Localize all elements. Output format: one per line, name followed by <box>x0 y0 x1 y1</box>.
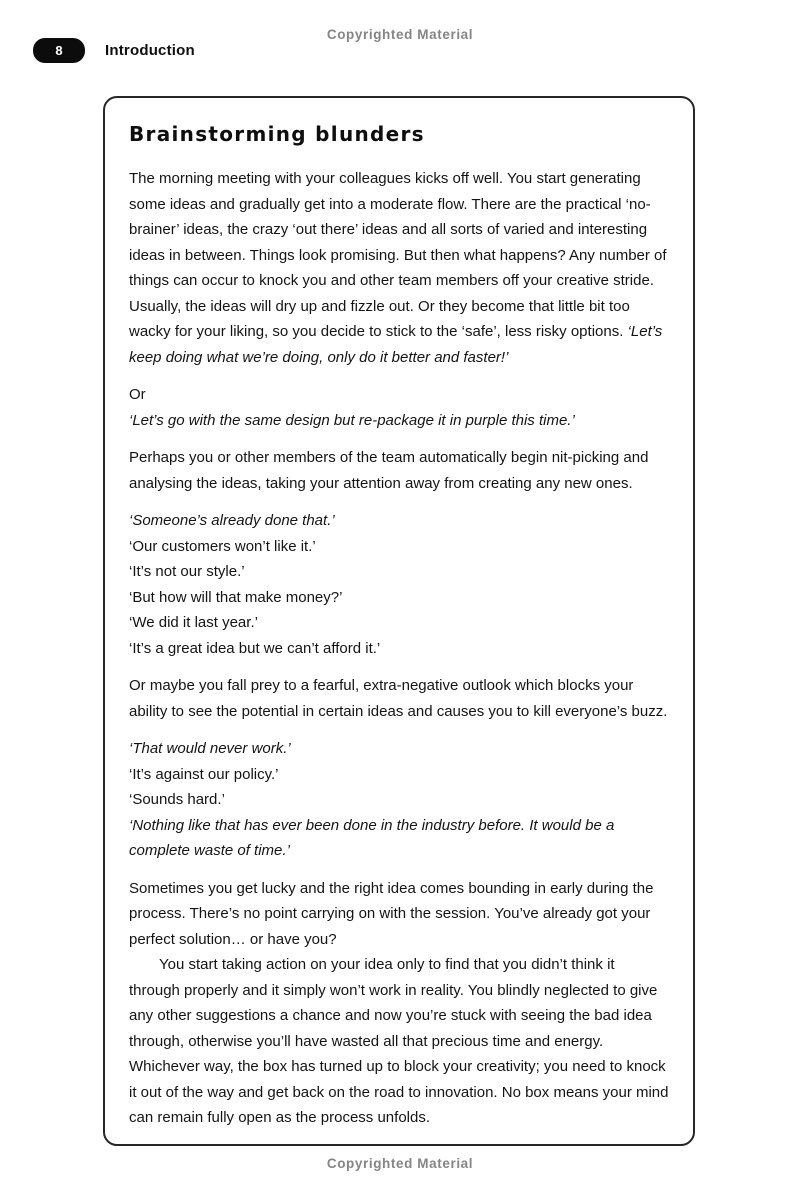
body-text: ‘But how will that make money?’ <box>129 588 343 606</box>
quote-line <box>129 408 669 434</box>
body-text: You start taking action on your idea only to find that you didn’t think it through properly and it simply won’t work in reality. You blindly neglected to give any other suggestions a chance and now you’re stuck with seeing the bad idea through, otherwise you’ll have wasted all that precious time and energy. Whichever way, the box has turned up to block your creativity; you need to knock it out of the way and get back on the road to innovation. No box means your mind can remain fully open as the process unfolds. <box>129 956 669 1126</box>
body-text: ‘We did it last year.’ <box>129 614 258 631</box>
card-body <box>129 166 669 1131</box>
quote-line <box>129 736 669 762</box>
quote-block <box>129 382 669 433</box>
italic-text: ‘Let’s keep doing what we’re doing, only do it better and faster!’ <box>129 323 663 366</box>
content-card <box>103 96 695 1146</box>
quote-line <box>129 762 669 788</box>
chapter-title: Introduction <box>105 42 195 59</box>
body-text: ‘Our customers won’t like it.’ <box>129 537 316 555</box>
italic-text: ‘Nothing like that has ever been done in the industry before. It would be a complete waste of time.’ <box>129 816 615 859</box>
italic-text: ‘Someone’s already done that.’ <box>129 512 335 529</box>
body-text: ‘It’s not our style.’ <box>129 563 245 580</box>
body-text: Or <box>129 386 146 403</box>
quote-line <box>129 508 669 534</box>
copyright-notice-bottom: Copyrighted Material <box>326 1156 474 1171</box>
body-text: ‘It’s a great idea but we can’t afford it.’ <box>129 639 381 657</box>
body-text: Perhaps you or other members of the team automatically begin nit-picking and analysing the ideas, taking your attention away from creating any new ones. <box>129 449 649 492</box>
paragraph <box>129 952 669 1131</box>
quote-block <box>129 736 669 864</box>
card-title: Brainstorming blunders <box>129 122 425 146</box>
quote-line <box>129 382 669 408</box>
paragraph <box>129 166 669 370</box>
body-text: The morning meeting with your colleagues kicks off well. You start generating some ideas and gradually get into a moderate flow. There are the practical ‘no-brainer’ ideas, the crazy ‘out there’ ideas and all sorts of varied and interesting ideas in between. Things look promising. But then what happens? Any number of things can occur to knock you and other team members off your creative stride. Usually, the ideas will dry up and fizzle out. Or they become that little bit too wacky for your liking, so you decide to stick to the ‘safe’, less risky options. <box>129 170 667 340</box>
paragraph <box>129 445 669 496</box>
paragraph <box>129 876 669 953</box>
copyright-notice-top: Copyrighted Material <box>326 27 474 42</box>
paragraph <box>129 673 669 724</box>
italic-text: ‘Let’s go with the same design but re-package it in purple this time.’ <box>129 411 575 429</box>
italic-text: ‘That would never work.’ <box>129 740 291 757</box>
page-number-badge: 8 <box>33 38 85 63</box>
quote-line <box>129 534 669 560</box>
quote-line <box>129 813 669 864</box>
quote-line <box>129 787 669 813</box>
quote-block <box>129 508 669 661</box>
quote-line <box>129 610 669 636</box>
body-text: ‘Sounds hard.’ <box>129 791 225 808</box>
body-text: Or maybe you fall prey to a fearful, extra-negative outlook which blocks your ability to see the potential in certain ideas and causes you to kill everyone’s buzz. <box>129 677 668 720</box>
quote-line <box>129 636 669 662</box>
quote-line <box>129 585 669 611</box>
quote-line <box>129 559 669 585</box>
body-text: ‘It’s against our policy.’ <box>129 765 279 783</box>
body-text: Sometimes you get lucky and the right idea comes bounding in early during the process. There’s no point carrying on with the session. You’ve already got your perfect solution… or have you? <box>129 879 654 948</box>
